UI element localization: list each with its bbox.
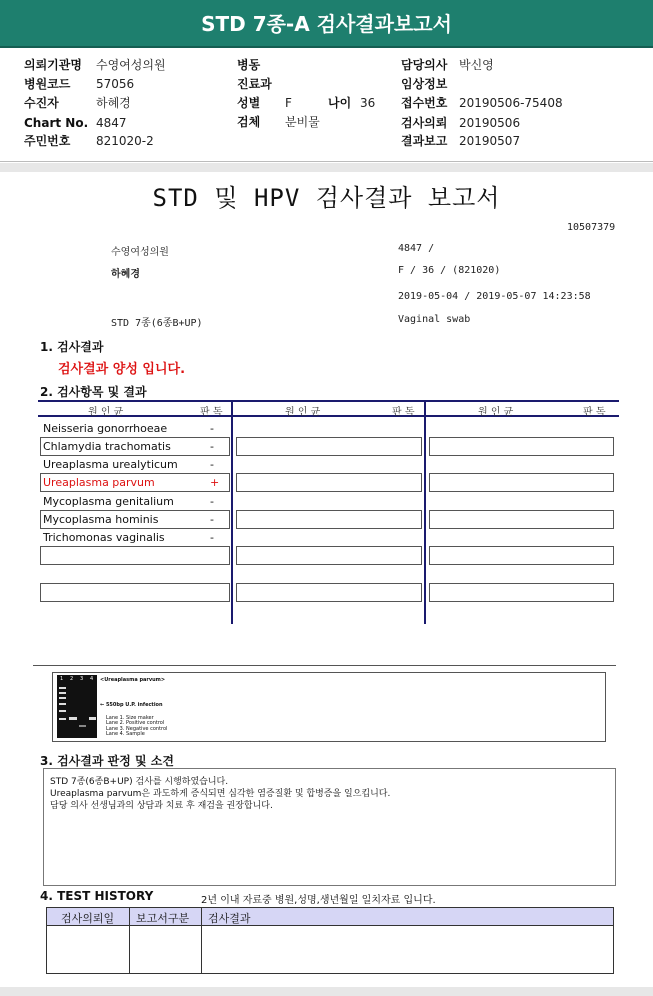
hospital-value: 수영여성의원 (96, 58, 166, 72)
row-box (429, 473, 614, 492)
row-box (40, 546, 230, 565)
report-value: 20190507 (459, 134, 521, 148)
history-col-request-date: 검사의뢰일 (61, 912, 115, 925)
report-number: 10507379 (567, 222, 616, 233)
report-hospital: 수영여성의원 (111, 247, 169, 258)
report-specimen: Vaginal swab (398, 314, 471, 325)
comment-line: STD 7종(6종B+UP) 검사를 시행하였습니다. (50, 777, 229, 787)
rrn-value: 821020-2 (96, 134, 154, 148)
chart-value: 4847 (96, 116, 127, 130)
organism-result: - (210, 513, 214, 526)
organism-name-positive: Ureaplasma parvum (43, 476, 155, 489)
row-box (236, 437, 422, 456)
hospital-label: 의뢰기관명 (24, 58, 82, 72)
request-label: 검사의뢰 (401, 116, 448, 130)
report-dates: 2019-05-04 / 2019-05-07 14:23:58 (398, 291, 591, 302)
history-col-report-type: 보고서구분 (136, 912, 190, 925)
comment-line: Ureaplasma parvum은 과도하게 증식되면 심각한 염증질환 및 합병증을 일으킵니다. (50, 789, 391, 799)
gel-legend: Lane 1. Size maker (106, 715, 154, 721)
section-3-title: 3. 검사결과 판정 및 소견 (40, 754, 174, 768)
row-box (40, 583, 230, 602)
code-value: 57056 (96, 77, 135, 91)
report-sex-age: F / 36 / (821020) (398, 265, 501, 276)
gel-band (59, 692, 66, 694)
row-box (429, 583, 614, 602)
col-organism-header: 원 인 균 (285, 407, 321, 418)
code-label: 병원코드 (24, 77, 71, 91)
history-note: 2년 이내 자료중 병원,성명,생년월일 일치자료 입니다. (201, 895, 436, 906)
report-patient: 하혜경 (111, 269, 140, 280)
specimen-value: 분비물 (285, 115, 320, 129)
gel-band (69, 717, 77, 720)
chart-label: Chart No. (24, 116, 89, 130)
age-value: 36 (360, 96, 376, 110)
table-header-border (38, 415, 619, 417)
gel-band (59, 718, 66, 720)
patient-info-panel (0, 50, 653, 162)
gel-legend: Lane 2. Positive control (106, 720, 165, 726)
gel-band (79, 725, 86, 727)
report-title: STD 및 HPV 검사결과 보고서 (152, 184, 501, 212)
history-table-header (47, 908, 613, 926)
col-organism-header: 원 인 균 (478, 407, 514, 418)
organism-result: - (210, 440, 214, 453)
gel-band (59, 703, 66, 705)
request-value: 20190506 (459, 116, 521, 130)
organism-name: Chlamydia trachomatis (43, 440, 171, 453)
row-box (236, 473, 422, 492)
history-table (46, 907, 614, 974)
positive-result-text: 검사결과 양성 입니다. (58, 362, 186, 377)
table-divider (231, 402, 233, 624)
row-box (429, 437, 614, 456)
organism-result: - (210, 495, 214, 508)
history-col-divider (201, 908, 202, 973)
lane-number: 1 (60, 676, 64, 682)
divider (0, 987, 653, 996)
section-4-title: 4. TEST HISTORY (40, 889, 154, 903)
report-chart: 4847 / (398, 243, 435, 254)
divider (0, 163, 653, 172)
col-organism-header: 원 인 균 (88, 407, 124, 418)
organism-name: Trichomonas vaginalis (43, 531, 165, 544)
gel-title: <Ureaplasma parvum> (100, 677, 166, 683)
col-result-header: 판 독 (392, 407, 415, 418)
sex-label: 성별 (237, 96, 261, 110)
gel-legend: Lane 3. Negative control (106, 726, 168, 732)
gel-legend: Lane 4. Sample (106, 731, 145, 737)
lane-number: 4 (90, 676, 94, 682)
doctor-label: 담당의사 (401, 58, 448, 72)
patient-label: 수진자 (24, 96, 59, 110)
patient-value: 하혜경 (96, 96, 131, 110)
gel-band (59, 710, 66, 712)
report-label: 결과보고 (401, 134, 448, 148)
history-col-result: 검사결과 (208, 912, 251, 925)
section-1-title: 1. 검사결과 (40, 340, 104, 354)
report-test-name: STD 7종(6종B+UP) (111, 318, 203, 329)
col-result-header: 판 독 (200, 407, 223, 418)
clinical-info-label: 임상정보 (401, 77, 448, 91)
table-top-border (38, 400, 619, 402)
history-col-divider (129, 908, 130, 973)
row-box (429, 546, 614, 565)
gel-band-label: ← 550bp U.P. infection (100, 702, 163, 708)
col-result-header: 판 독 (583, 407, 606, 418)
organism-name: Mycoplasma genitalium (43, 495, 174, 508)
report-header-title: STD 7종-A 검사결과보고서 (0, 0, 653, 48)
organism-result: - (210, 531, 214, 544)
organism-name: Mycoplasma hominis (43, 513, 159, 526)
row-box (236, 546, 422, 565)
divider (33, 665, 616, 666)
ward-label: 병동 (237, 58, 261, 72)
receipt-label: 접수번호 (401, 96, 448, 110)
comment-line: 담당 의사 선생님과의 상담과 치료 후 재검을 권장합니다. (50, 801, 273, 811)
lane-number: 3 (80, 676, 84, 682)
dept-label: 진료과 (237, 77, 272, 91)
lane-number: 2 (70, 676, 74, 682)
gel-electrophoresis-image (57, 675, 97, 738)
section-2-title: 2. 검사항목 및 결과 (40, 385, 147, 399)
row-box (429, 510, 614, 529)
gel-band-label-text: 550bp U.P. infection (105, 702, 163, 708)
gel-band (89, 717, 96, 720)
gel-band (59, 697, 66, 699)
row-box (236, 510, 422, 529)
table-divider (424, 402, 426, 624)
row-box (236, 583, 422, 602)
organism-name: Neisseria gonorrhoeae (43, 422, 168, 435)
sex-value: F (285, 96, 292, 110)
organism-result-positive: + (210, 476, 220, 489)
age-label: 나이 (328, 96, 352, 110)
receipt-value: 20190506-75408 (459, 96, 563, 110)
organism-name: Ureaplasma urealyticum (43, 458, 178, 471)
rrn-label: 주민번호 (24, 134, 71, 148)
gel-band (59, 687, 66, 689)
organism-result: - (210, 458, 214, 471)
specimen-label: 검체 (237, 115, 261, 129)
organism-result: - (210, 422, 214, 435)
doctor-value: 박신영 (459, 58, 494, 72)
